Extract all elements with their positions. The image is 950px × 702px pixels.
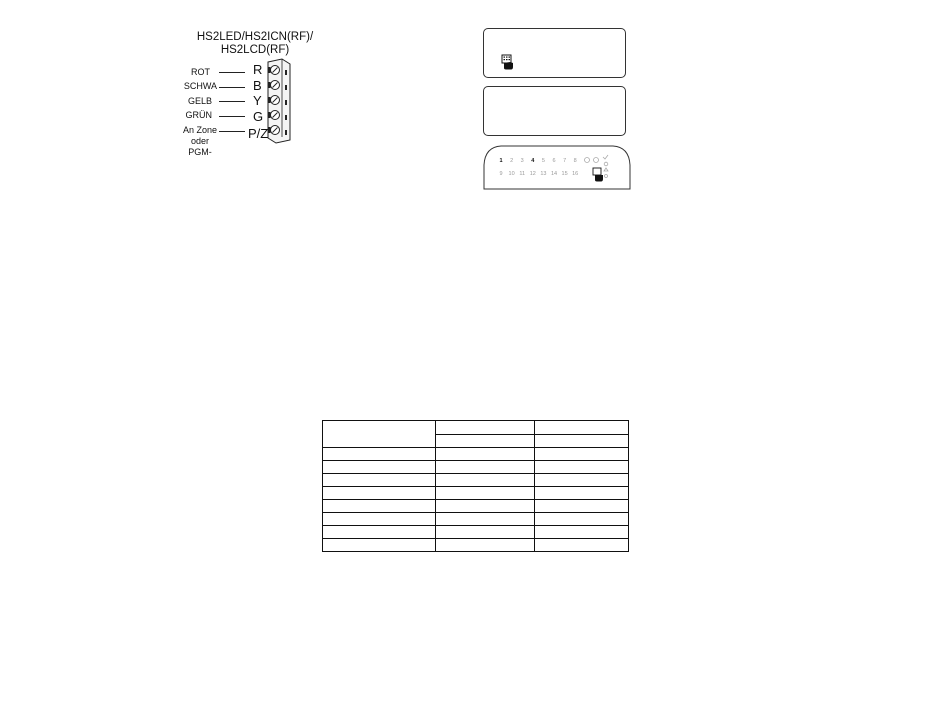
wire-note <box>170 125 230 158</box>
wire-label-red: ROT <box>191 67 210 77</box>
terminal-letter-b: B <box>253 78 262 93</box>
table-row <box>323 421 629 435</box>
terminal-letter-pz: P/Z <box>248 126 269 141</box>
table-cell <box>535 539 629 552</box>
lcd-display-panel-2 <box>483 86 626 136</box>
table-row <box>323 526 629 539</box>
table-cell <box>535 526 629 539</box>
table-cell <box>436 448 535 461</box>
wire-note-line1: An Zone <box>182 125 218 135</box>
table-header-cell <box>323 421 436 448</box>
table-cell <box>436 526 535 539</box>
wire-line-zone <box>219 131 245 132</box>
diagram-title-line2: HS2LCD(RF) <box>220 44 290 56</box>
table-cell <box>535 461 629 474</box>
keypad-hand-icon <box>501 54 515 70</box>
led-zone-number: 2 <box>510 158 514 164</box>
table-cell <box>436 539 535 552</box>
table-cell <box>436 500 535 513</box>
wire-note-line2: oder <box>190 136 209 146</box>
led-zone-number: 16 <box>572 171 579 177</box>
wire-line-green <box>219 116 245 117</box>
table-cell <box>323 474 436 487</box>
table-cell <box>323 487 436 500</box>
wire-line-red <box>219 72 245 73</box>
led-zone-number: 6 <box>552 158 556 164</box>
led-zone-number: 12 <box>529 171 536 177</box>
wire-label-green: GRÜN <box>185 110 212 120</box>
table-row <box>323 461 629 474</box>
led-zone-number: 8 <box>573 158 577 164</box>
led-zone-number: 7 <box>563 158 567 164</box>
table-cell <box>436 434 535 448</box>
led-keypad-display <box>483 143 631 190</box>
terminal-block-icon <box>264 58 292 144</box>
table-cell <box>535 434 629 448</box>
table-cell <box>535 513 629 526</box>
wire-line-yellow <box>219 101 245 102</box>
table-cell <box>436 474 535 487</box>
table-cell <box>535 500 629 513</box>
wire-label-black: SCHWA <box>183 81 217 91</box>
data-table <box>322 420 629 552</box>
led-zone-number: 10 <box>508 171 515 177</box>
table-cell <box>323 500 436 513</box>
table-cell <box>535 448 629 461</box>
led-zone-number: 15 <box>561 171 568 177</box>
table-header-cell <box>436 421 535 435</box>
led-zone-number: 14 <box>550 171 558 177</box>
terminal-letter-y: Y <box>253 93 262 108</box>
table-cell <box>436 461 535 474</box>
table-cell <box>436 487 535 500</box>
table-cell <box>323 526 436 539</box>
led-zone-number: 5 <box>541 158 545 164</box>
table-cell <box>436 513 535 526</box>
led-zone-number: 11 <box>519 171 526 177</box>
table-cell <box>323 539 436 552</box>
table-row <box>323 500 629 513</box>
wire-label-yellow: GELB <box>187 96 212 106</box>
table-row <box>323 539 629 552</box>
wire-note-line3: PGM- <box>188 147 212 157</box>
diagram-title <box>180 31 330 57</box>
table-row <box>323 474 629 487</box>
led-zone-number: 13 <box>540 171 547 177</box>
led-zone-number: 9 <box>499 171 503 177</box>
table-row <box>323 448 629 461</box>
led-zone-number: 4 <box>531 158 535 164</box>
table-cell <box>323 461 436 474</box>
wire-line-black <box>219 87 245 88</box>
table-cell <box>535 474 629 487</box>
led-zone-number: 1 <box>499 158 503 164</box>
diagram-title-line1: HS2LED/HS2ICN(RF)/ <box>196 31 314 43</box>
table-row <box>323 487 629 500</box>
led-zone-number: 3 <box>520 158 524 164</box>
table-cell <box>535 487 629 500</box>
table-cell <box>323 513 436 526</box>
table-header-cell <box>535 421 629 435</box>
table-cell <box>323 448 436 461</box>
lcd-display-panel-1 <box>483 28 626 78</box>
terminal-letter-g: G <box>253 109 264 124</box>
terminal-letter-r: R <box>253 62 263 77</box>
table-row <box>323 513 629 526</box>
